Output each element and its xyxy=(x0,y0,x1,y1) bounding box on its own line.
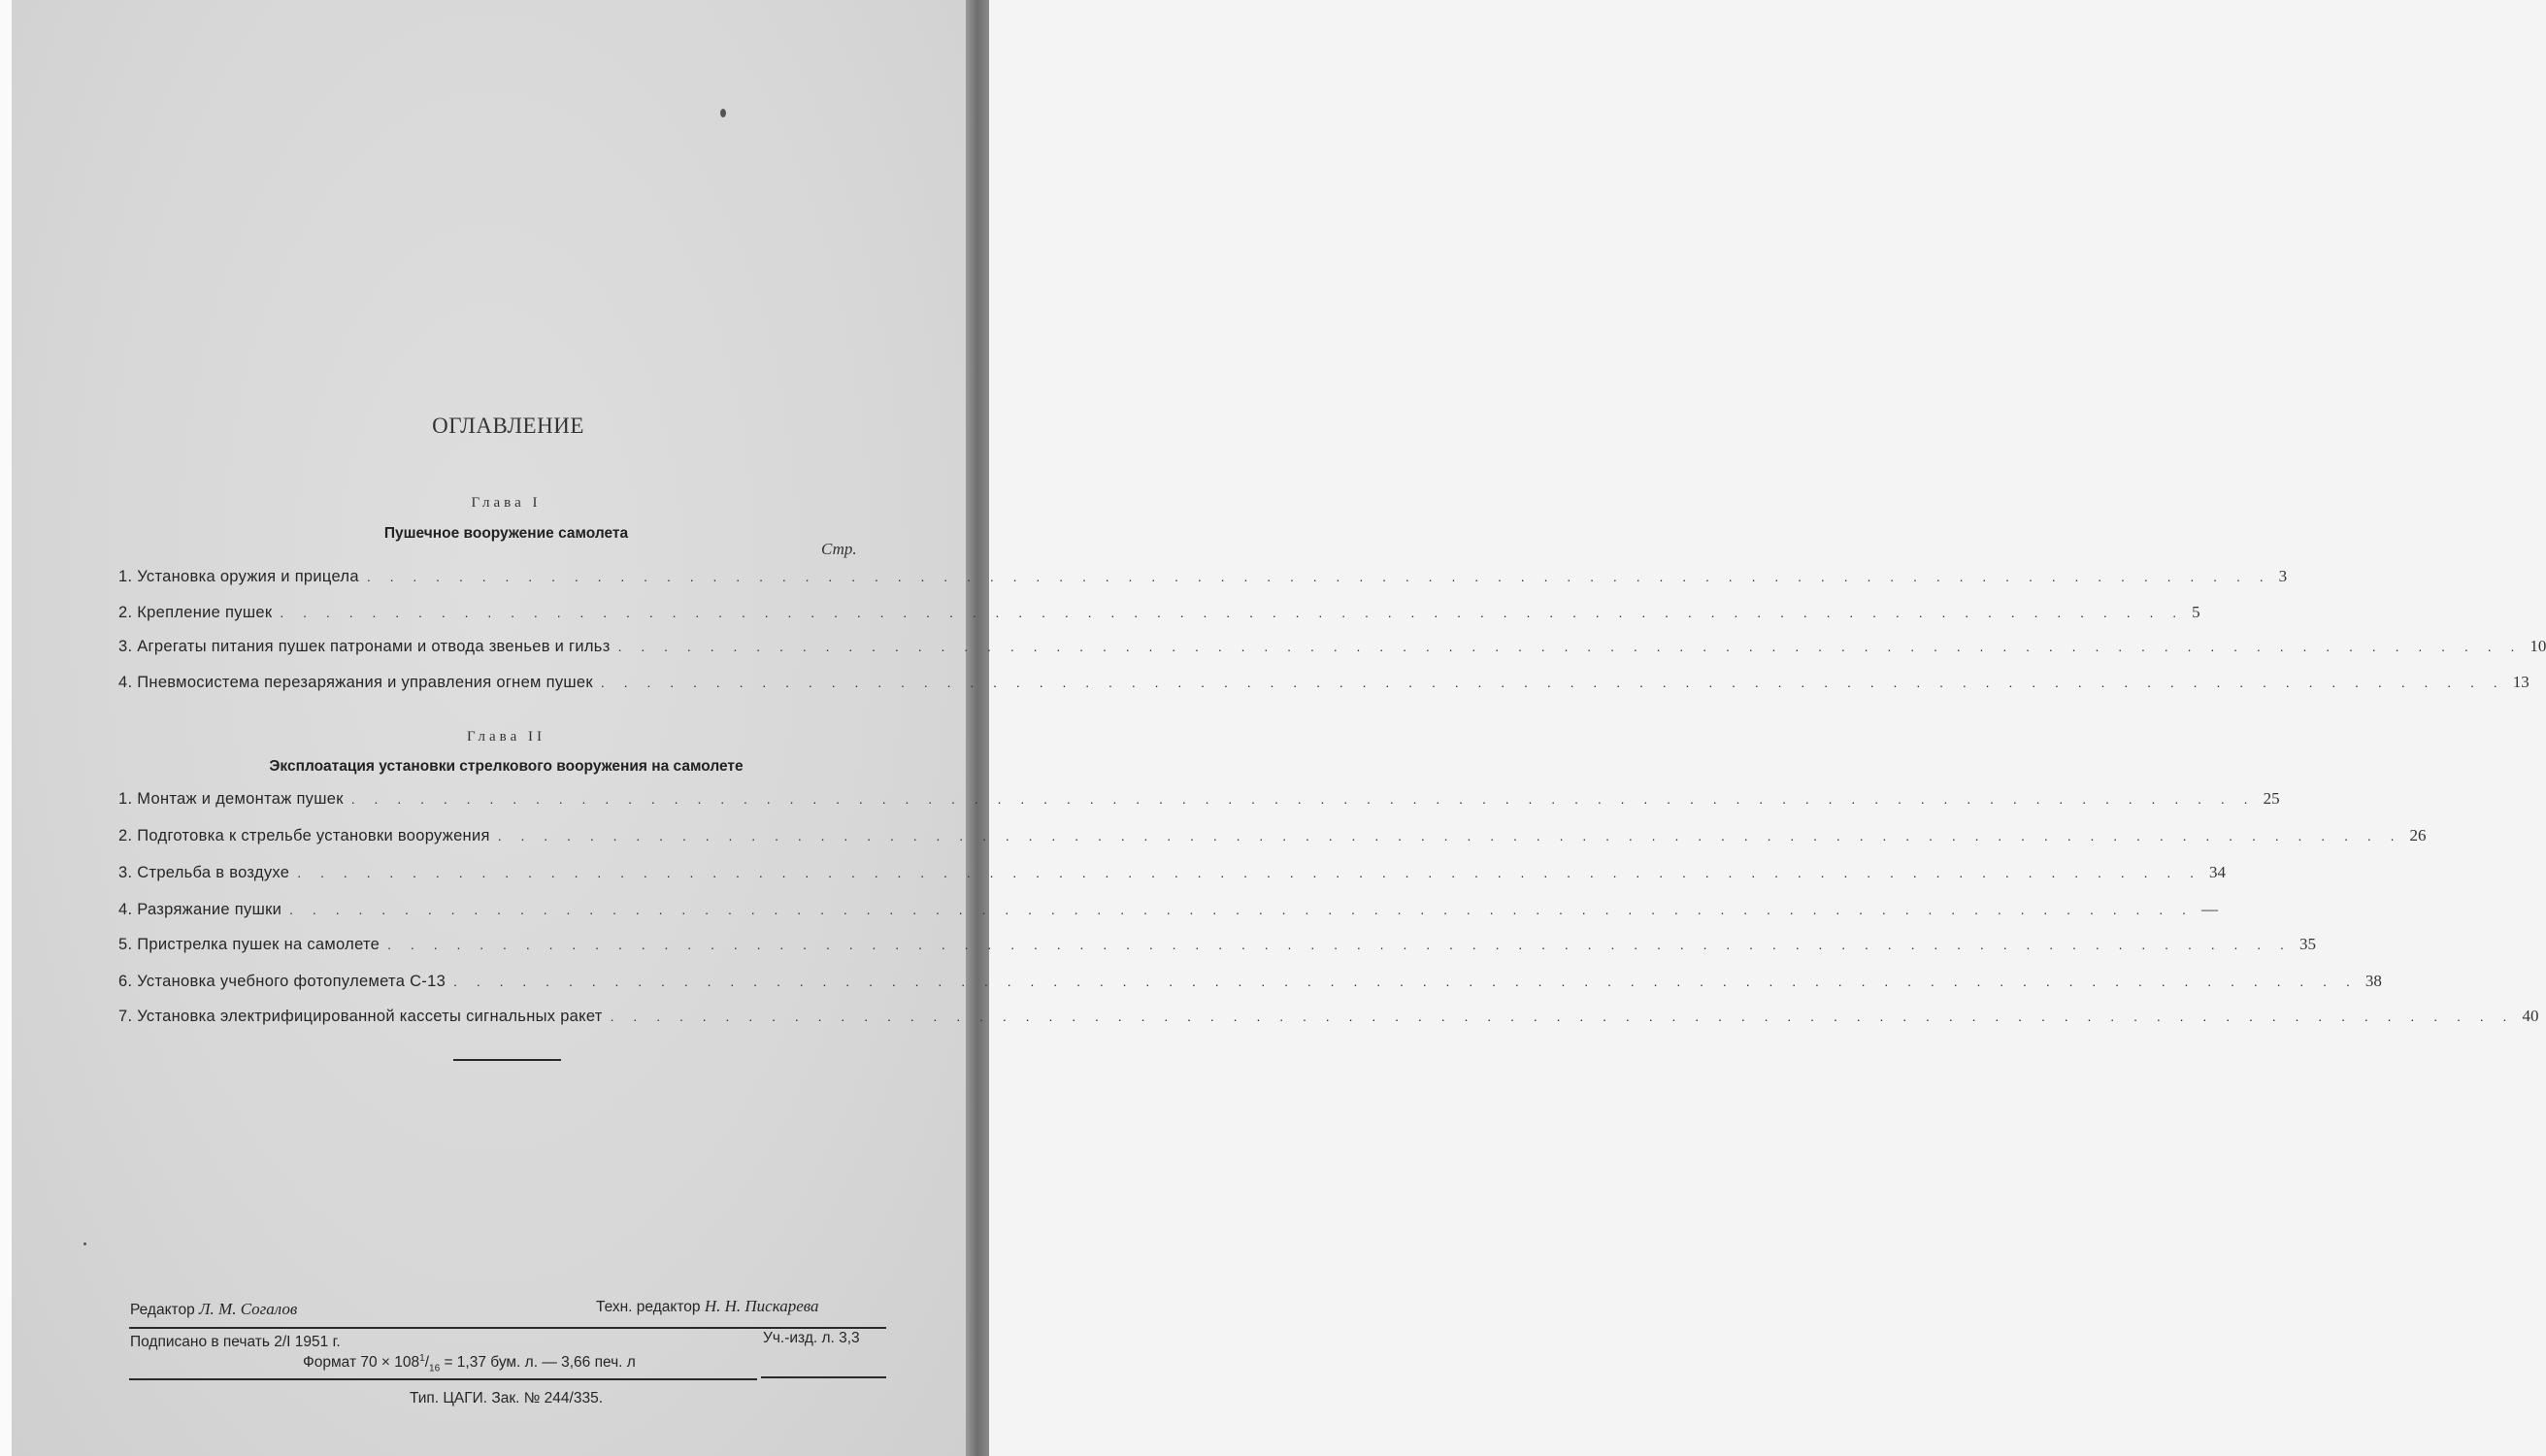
signed-to-print: Подписано в печать 2/I 1951 г. xyxy=(130,1334,341,1350)
leader-dots: . . . . . . . . . . . . . . . . . . . . . . . . . . . . . . . . . . . . . . . . . . . . . . . . . . . . . . . . . . . . . . . . . . . . . . . . . . . . . . . . . . . xyxy=(350,791,2256,807)
leader-dots: . . . . . . . . . . . . . . . . . . . . . . . . . . . . . . . . . . . . . . . . . . . . . . . . . . . . . . . . . . . . . . . . . . . . . . . . . . . . . . . . . . . xyxy=(497,828,2402,844)
toc-entry-page: 40 xyxy=(2522,1007,2539,1025)
leader-dots: . . . . . . . . . . . . . . . . . . . . . . . . . . . . . . . . . . . . . . . . . . . . . . . . . . . . . . . . . . . . . . . . . . . . . . . . . . . . . . . . . . . xyxy=(297,865,2202,880)
leader-dots: . . . . . . . . . . . . . . . . . . . . . . . . . . . . . . . . . . . . . . . . . . . . . . . . . . . . . . . . . . . . . . . . . . . . . . . . . . . . . . . . . . . xyxy=(280,605,2185,620)
leader-dots: . . . . . . . . . . . . . . . . . . . . . . . . . . . . . . . . . . . . . . . . . . . . . . . . . . . . . . . . . . . . . . . . . . . . . . . . . . . . . . . . . . . xyxy=(366,569,2271,584)
toc-entry[interactable] xyxy=(118,900,2218,921)
toc-entry-page: 38 xyxy=(2364,972,2382,990)
page-paper xyxy=(12,0,966,1456)
toc-entry-title: 1. Монтаж и демонтаж пушек xyxy=(118,790,344,808)
leader-dots: . . . . . . . . . . . . . . . . . . . . . . . . . . . . . . . . . . . . . . . . . . . . . . . . . . . . . . . . . . . . . . . . . . . . . . . . . . . . . . . . . . . xyxy=(453,974,2358,989)
imprint-rule-bottom-right xyxy=(761,1376,886,1378)
page-edge-shadow xyxy=(966,0,989,1456)
leader-dots: . . . . . . . . . . . . . . . . . . . . . . . . . . . . . . . . . . . . . . . . . . . . . . . . . . . . . . . . . . . . . . . . . . . . . . . . . . . . . . . . . . . xyxy=(610,1009,2515,1024)
toc-entry-page: 34 xyxy=(2209,863,2227,881)
toc-entry-page: — xyxy=(2200,900,2218,918)
format-sub: 16 xyxy=(429,1363,441,1374)
toc-entry-title: 5. Пристрелка пушек на самолете xyxy=(118,936,380,953)
tech-editor-name: Н. Н. Пискарева xyxy=(704,1297,819,1315)
toc-entry[interactable] xyxy=(118,972,2382,993)
chapter-1-label: Глава I xyxy=(471,495,542,511)
toc-entry[interactable] xyxy=(118,1007,2539,1028)
toc-entry-title: 3. Агрегаты питания пушек патронами и отвода звеньев и гильз xyxy=(118,638,611,655)
toc-entry-title: 4. Пневмосистема перезаряжания и управления огнем пушек xyxy=(118,674,593,691)
editor-label: Редактор xyxy=(130,1302,195,1318)
toc-title: ОГЛАВЛЕНИЕ xyxy=(432,414,584,438)
toc-entry-title: 3. Стрельба в воздухе xyxy=(118,864,290,881)
toc-entry-title: 4. Разряжание пушки xyxy=(118,901,282,918)
toc-entry[interactable] xyxy=(118,637,2546,658)
toc-entry-page: 13 xyxy=(2512,673,2529,691)
format-prefix: Формат 70 × 108 xyxy=(303,1354,420,1372)
toc-entry-title: 7. Установка электрифицированной кассеты сигнальных ракет xyxy=(118,1008,603,1025)
publisher-sheets: Уч.-изд. л. 3,3 xyxy=(763,1330,860,1346)
imprint-rule-top xyxy=(129,1327,886,1329)
leader-dots: . . . . . . . . . . . . . . . . . . . . . . . . . . . . . . . . . . . . . . . . . . . . . . . . . . . . . . . . . . . . . . . . . . . . . . . . . . . . . . . . . . . xyxy=(617,639,2523,654)
toc-entry[interactable] xyxy=(118,826,2427,847)
format-sup: 1 xyxy=(419,1353,425,1364)
toc-entry-page: 3 xyxy=(2278,567,2288,585)
toc-entry-title: 1. Установка оружия и прицела xyxy=(118,568,359,585)
toc-entry-page: 10 xyxy=(2529,637,2546,655)
imprint-rule-bottom-left xyxy=(129,1378,757,1380)
chapter-2-title: Эксплоатация установки стрелкового вооружения на самолете xyxy=(269,758,744,775)
toc-entry[interactable] xyxy=(118,789,2280,811)
toc-entry[interactable] xyxy=(118,935,2316,956)
toc-entry-title: 6. Установка учебного фотопулемета С-13 xyxy=(118,973,446,990)
toc-entry-page: 5 xyxy=(2192,603,2200,621)
scan-left-margin xyxy=(0,0,12,1456)
toc-entry-title: 2. Крепление пушек xyxy=(118,604,273,621)
leader-dots: . . . . . . . . . . . . . . . . . . . . . . . . . . . . . . . . . . . . . . . . . . . . . . . . . . . . . . . . . . . . . . . . . . . . . . . . . . . . . . . . . . . xyxy=(289,902,2194,917)
chapter-1-title: Пушечное вооружение самолета xyxy=(383,525,629,542)
tech-editor-label: Техн. редактор xyxy=(596,1299,701,1315)
editor-line xyxy=(130,1300,297,1319)
paper-speck xyxy=(83,1242,86,1245)
toc-entry[interactable] xyxy=(118,863,2227,884)
tech-editor-line xyxy=(596,1297,819,1316)
format-slash: / xyxy=(424,1354,430,1372)
format-suffix: = 1,37 бум. л. — 3,66 печ. л xyxy=(440,1354,636,1372)
printer-line: Тип. ЦАГИ. Зак. № 244/335. xyxy=(409,1390,604,1406)
editor-name: Л. М. Согалов xyxy=(199,1300,298,1318)
page-column-label: Стр. xyxy=(821,540,857,558)
toc-entry-title: 2. Подготовка к стрельбе установки вооружения xyxy=(118,827,490,844)
toc-entry[interactable] xyxy=(118,673,2529,694)
leader-dots: . . . . . . . . . . . . . . . . . . . . . . . . . . . . . . . . . . . . . . . . . . . . . . . . . . . . . . . . . . . . . . . . . . . . . . . . . . . . . . . . . . . xyxy=(600,675,2505,690)
format-line xyxy=(303,1353,636,1373)
toc-entry-page: 35 xyxy=(2298,935,2316,953)
toc-entry[interactable] xyxy=(118,567,2288,588)
toc-entry-page: 25 xyxy=(2263,789,2280,808)
chapter-2-label: Глава II xyxy=(467,729,546,745)
toc-entry[interactable] xyxy=(118,603,2200,624)
leader-dots: . . . . . . . . . . . . . . . . . . . . . . . . . . . . . . . . . . . . . . . . . . . . . . . . . . . . . . . . . . . . . . . . . . . . . . . . . . . . . . . . . . . xyxy=(387,937,2292,952)
paper-speck xyxy=(720,109,726,117)
toc-entry-page: 26 xyxy=(2409,826,2427,844)
section-divider xyxy=(453,1059,561,1061)
